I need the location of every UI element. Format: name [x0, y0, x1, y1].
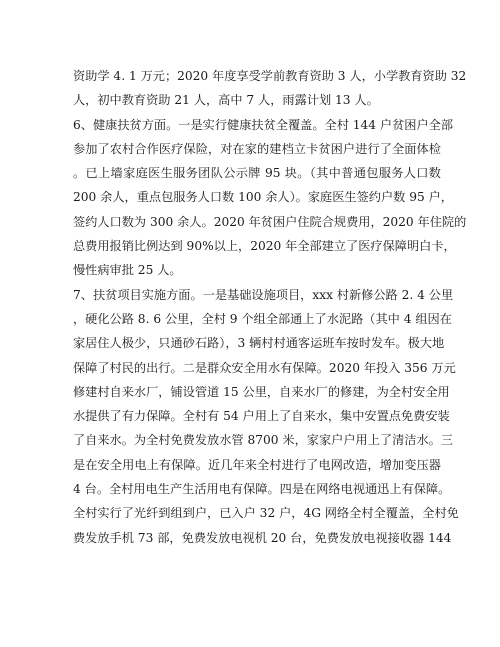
text-line: 人，初中教育资助 21 人，高中 7 人，雨露计划 13 人。	[73, 93, 379, 108]
text-line: 慢性病审批 25 人。	[73, 263, 182, 278]
text-line: 水提供了有力保障。全村有 54 户用上了自来水，集中安置点免费安装	[73, 409, 450, 424]
text-line: 200 余人，重点包服务人口数 100 余人）。家庭医生签约户数 95 户，	[73, 190, 453, 205]
text-line: 资助学 4. 1 万元；2020 年度享受学前教育资助 3 人，小学教育资助 32	[73, 69, 467, 83]
text-line: ，硬化公路 8. 6 公里，全村 9 个组全部通上了水泥路（其中 4 组因在	[73, 311, 452, 326]
text-line: 了自来水。为全村免费发放水管 8700 米，家家户户用上了清洁水。三	[73, 433, 454, 448]
text-line: 是在安全用电上有保障。近几年来全村进行了电网改造，增加变压器	[73, 457, 441, 472]
text-line: 7、扶贫项目实施方面。一是基础设施项目，xxx 村新修公路 2. 4 公里	[73, 287, 454, 302]
text-line: 签约人口数为 300 余人。2020 年贫困户住院合规费用，2020 年住院的	[73, 214, 467, 229]
text-line: 参加了农村合作医疗保险，对在家的建档立卡贫困户进行了全面体检	[73, 141, 441, 156]
text-line: 6、健康扶贫方面。一是实行健康扶贫全覆盖。全村 144 户贫困户全部	[73, 117, 454, 132]
body-text	[73, 64, 467, 550]
text-line: 总费用报销比例达到 90%以上，2020 年全部建立了医疗保障明白卡，	[73, 239, 456, 254]
text-line: 4 台。全村用电生产生活用电有保障。四是在网络电视通迅上有保障。	[73, 482, 451, 497]
text-line: 家居住人极少，只通砂石路），3 辆村村通客运班车按时发车。极大地	[73, 336, 445, 351]
text-line: 修建村自来水厂，铺设管道 15 公里，自来水厂的修建，为全村安全用	[73, 384, 450, 399]
text-line: 。已上墙家庭医生服务团队公示牌 95 块。（其中普通包服务人口数	[73, 166, 441, 181]
text-line: 全村实行了光纤到组到户，已入户 32 户，4G 网络全村全覆盖，全村免	[73, 506, 459, 521]
text-line: 保障了村民的出行。二是群众安全用水有保障。2020 年投入 356 万元	[73, 360, 456, 375]
text-line: 费发放手机 73 部，免费发放电视机 20 台，免费发放电视接收器 144	[73, 530, 452, 545]
